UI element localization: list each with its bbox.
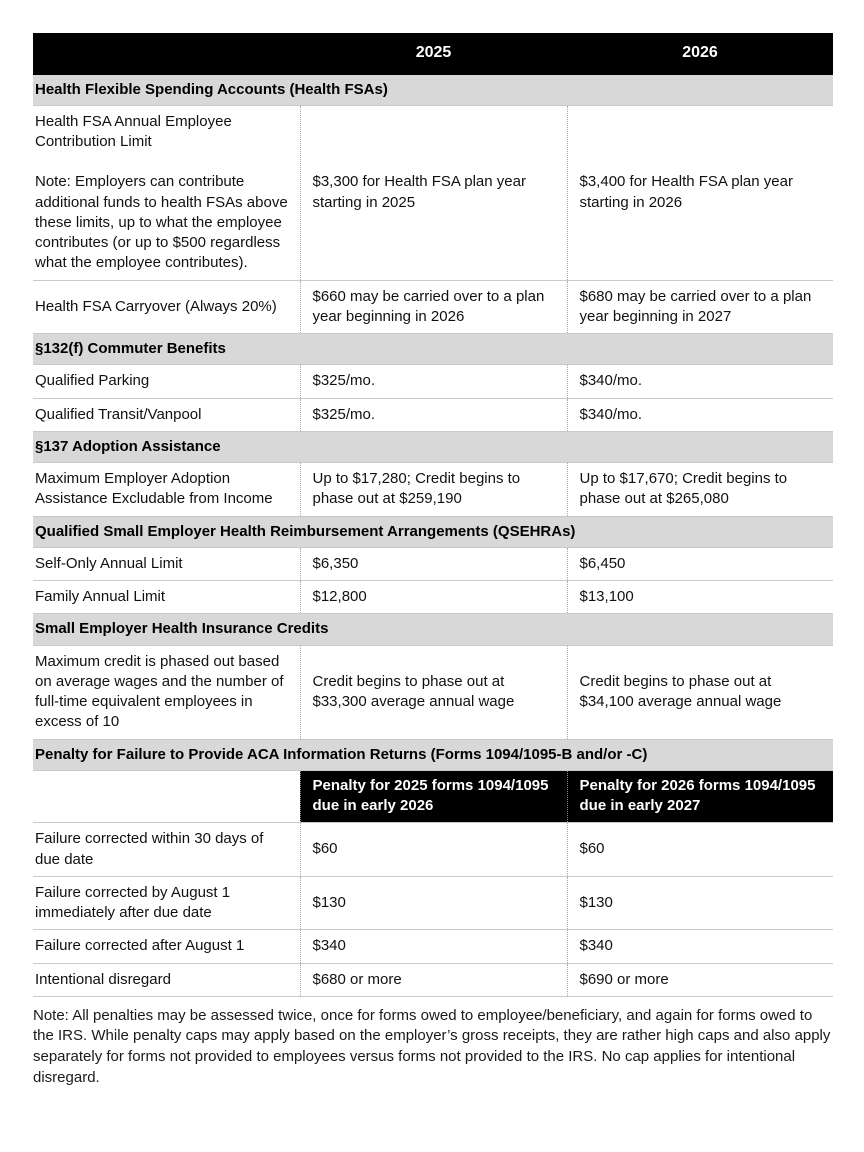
value-2026: $690 or more [567,963,833,996]
section-header-credits [33,614,833,645]
table-row [33,963,833,996]
value-2025: Credit begins to phase out at $33,300 average annual wage [300,645,567,739]
row-label: Intentional disregard [33,963,300,996]
value-2026: $6,450 [567,547,833,580]
year-header-spacer [33,33,300,74]
penalty-subheader-2025: Penalty for 2025 forms 1094/1095 due in early 2026 [300,770,567,823]
table-row [33,823,833,877]
table-row [33,547,833,580]
table-row [33,105,833,280]
row-label [33,105,300,280]
value-2026: $340/mo. [567,365,833,398]
value-2026: $340/mo. [567,398,833,431]
benefits-limits-table [33,33,833,997]
value-2025: $12,800 [300,581,567,614]
penalty-subheader-2026: Penalty for 2026 forms 1094/1095 due in early 2027 [567,770,833,823]
value-2025: $6,350 [300,547,567,580]
row-label-note: Note: Employers can contribute additional funds to health FSAs above these limits, up to what the employee contributes (or up to $500 regardless what the employee contributes). [35,173,288,272]
value-2026: $60 [567,823,833,877]
penalty-footnote: Note: All penalties may be assessed twice, once for forms owed to employee/beneficiary, and again for forms owed to the IRS. While penalty caps may apply based on the employer’s gross receipts, they are rather high caps and also apply separately for forms not provided to employees versus forms not provided to the IRS. No cap applies for intentional disregard. [33,1006,831,1086]
value-2025: $680 or more [300,963,567,996]
row-label-title: Health FSA Annual Employee Contribution Limit [35,112,232,150]
row-label: Health FSA Carryover (Always 20%) [33,280,300,334]
row-label: Qualified Transit/Vanpool [33,398,300,431]
row-label: Maximum credit is phased out based on average wages and the number of full-time equivalent employees in excess of 10 [33,645,300,739]
value-2026: $130 [567,876,833,930]
value-2025: $660 may be carried over to a plan year beginning in 2026 [300,280,567,334]
section-header-aca-penalty [33,739,833,770]
value-2026: $3,400 for Health FSA plan year starting in 2026 [567,105,833,280]
value-2025: $340 [300,930,567,963]
year-header-row [33,33,833,74]
section-header-qsehra [33,516,833,547]
year-header-2026: 2026 [567,33,833,74]
value-2025: $130 [300,876,567,930]
section-header-commuter [33,334,833,365]
section-header-health-fsas [33,74,833,105]
row-label: Failure corrected within 30 days of due date [33,823,300,877]
year-header-2025: 2025 [300,33,567,74]
section-title: Penalty for Failure to Provide ACA Information Returns (Forms 1094/1095-B and/or -C) [33,739,833,770]
section-title: Qualified Small Employer Health Reimbursement Arrangements (QSEHRAs) [33,516,833,547]
table-row [33,930,833,963]
section-title: Health Flexible Spending Accounts (Health FSAs) [33,74,833,105]
value-2026: $13,100 [567,581,833,614]
section-title: Small Employer Health Insurance Credits [33,614,833,645]
section-title: §132(f) Commuter Benefits [33,334,833,365]
section-title: §137 Adoption Assistance [33,431,833,462]
value-2025: Up to $17,280; Credit begins to phase out at $259,190 [300,463,567,517]
table-row [33,645,833,739]
table-row [33,280,833,334]
value-2026: Up to $17,670; Credit begins to phase out at $265,080 [567,463,833,517]
row-label: Failure corrected by August 1 immediately after due date [33,876,300,930]
table-row [33,581,833,614]
row-label: Family Annual Limit [33,581,300,614]
table-row [33,463,833,517]
value-2025: $325/mo. [300,365,567,398]
value-2026: $680 may be carried over to a plan year beginning in 2027 [567,280,833,334]
value-2025: $60 [300,823,567,877]
value-2026: $340 [567,930,833,963]
row-label: Failure corrected after August 1 [33,930,300,963]
value-2025: $3,300 for Health FSA plan year starting in 2025 [300,105,567,280]
row-label: Self-Only Annual Limit [33,547,300,580]
penalty-subheader-spacer [33,770,300,823]
value-2026: Credit begins to phase out at $34,100 average annual wage [567,645,833,739]
row-label: Maximum Employer Adoption Assistance Excludable from Income [33,463,300,517]
row-label: Qualified Parking [33,365,300,398]
penalty-subheader-row [33,770,833,823]
table-row [33,876,833,930]
section-header-adoption [33,431,833,462]
value-2025: $325/mo. [300,398,567,431]
table-row [33,398,833,431]
table-row [33,365,833,398]
